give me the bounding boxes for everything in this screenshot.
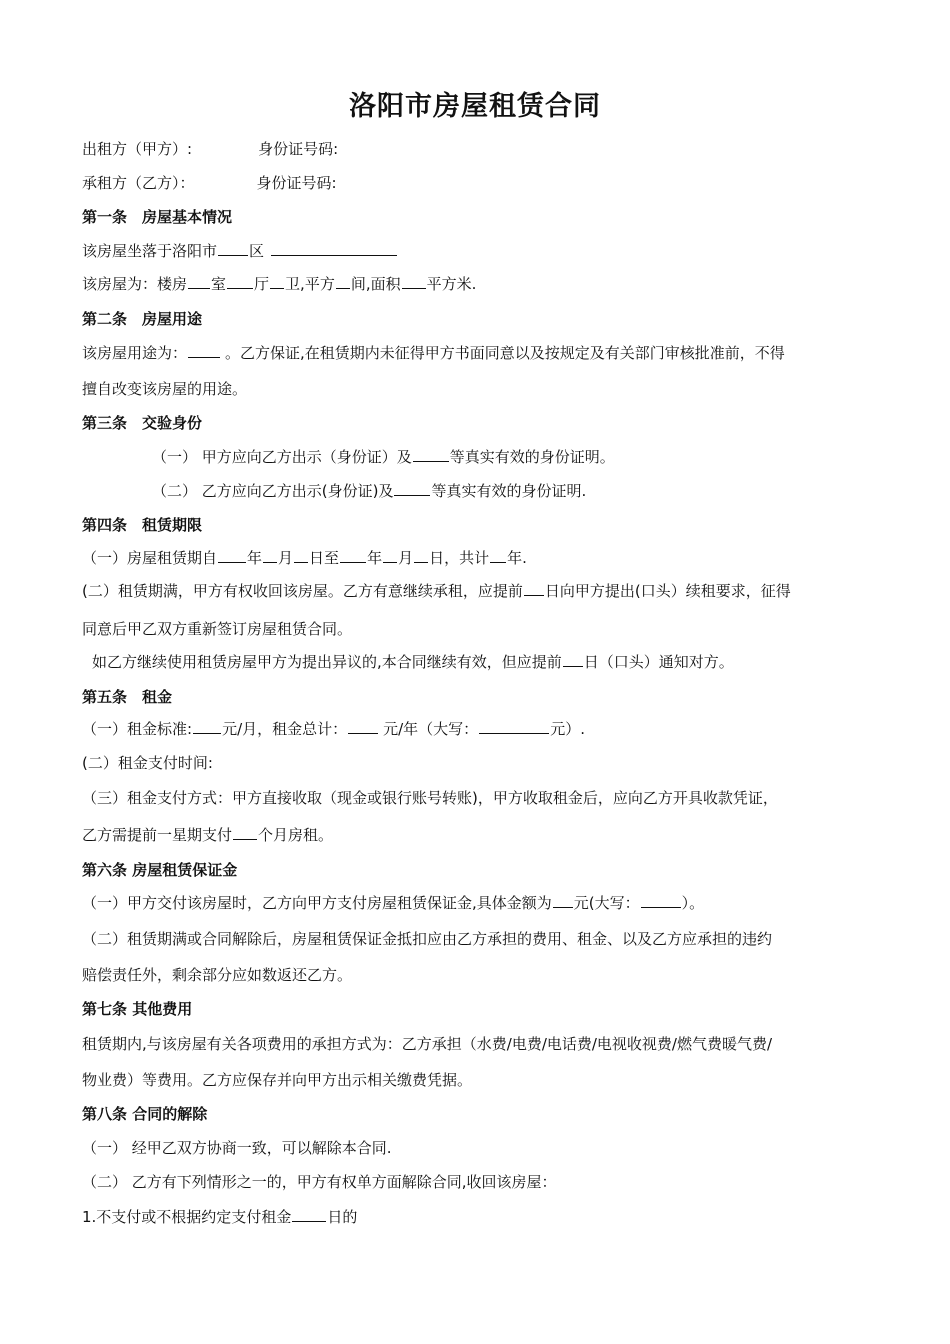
blank-field [218,547,246,563]
text: （一）租金标准: [82,720,193,738]
blank-field [188,342,220,358]
text: 日的 [327,1208,358,1226]
text: 月 [278,549,294,567]
blank-field [394,480,430,496]
article-6-deposit [82,892,880,914]
text: 乙方需提前一星期支付 [82,826,233,844]
article-8-item-2: （二） 乙方有下列情形之一的，甲方有权单方面解除合同,收回该房屋： [82,1173,557,1191]
text: 如乙方继续使用租赁房屋甲方为提出异议的,本合同继续有效，但应提前 [92,653,562,671]
article-1-heading: 第一条 房屋基本情况 [82,208,233,226]
lessee-id-label: 身份证号码: [256,174,337,192]
text: 年 [367,549,383,567]
article-2-use-cont: 擅自改变该房屋的用途。 [82,380,248,398]
blank-field [553,892,573,908]
article-8-item-3 [82,1206,880,1228]
article-1-spec [82,273,880,295]
text: 年. [507,549,527,567]
text: 卫,平方 [285,275,335,293]
blank-field [414,547,428,563]
text: 厅 [254,275,270,293]
article-1-location [82,240,880,262]
article-5-payment-time: (二）租金支付时间: [82,754,213,772]
blank-field [294,547,308,563]
text: 等真实有效的身份证明. [431,482,587,500]
article-7-fees-cont: 物业费）等费用。乙方应保存并向甲方出示相关缴费凭据。 [82,1071,473,1089]
article-7-heading: 第七条 其他费用 [82,1000,193,1018]
text: 该房屋用途为： [82,344,188,362]
blank-field [479,718,549,734]
blank-field [413,446,449,462]
article-2-heading: 第二条 房屋用途 [82,310,203,328]
article-8-item-1: （一） 经甲乙双方协商一致，可以解除本合同. [82,1139,392,1157]
text: 元/月，租金总计： [222,720,348,738]
text: 日向甲方提出(口头）续租要求，征得 [544,582,791,600]
text: 日至 [309,549,340,567]
text: 月 [398,549,414,567]
blank-field [270,273,284,289]
article-6-heading: 第六条 房屋租赁保证金 [82,861,238,879]
article-5-payment-method: （三）租金支付方式：甲方直接收取（现金或银行账号转账)，甲方收取租金后，应向乙方开具收款凭证， [82,789,778,807]
text: (二）租赁期满，甲方有权收回该房屋。乙方有意继续承租，应提前 [82,582,523,600]
text: 元(大写： [573,894,640,912]
text: 平方米. [426,275,477,293]
text: 日（口头）通知对方。 [583,653,734,671]
article-4-continue [92,651,880,673]
text: 该房屋为：楼房 [82,275,188,293]
blank-field [524,580,544,596]
article-5-advance [82,824,880,846]
article-5-heading: 第五条 租金 [82,688,173,706]
text: 等真实有效的身份证明。 [449,448,615,466]
article-3-heading: 第三条 交验身份 [82,414,203,432]
text: 元/年（大写： [383,720,479,738]
article-5-standard [82,718,880,740]
text: 年 [247,549,263,567]
article-8-heading: 第八条 合同的解除 [82,1105,208,1123]
text: 间,面积 [350,275,401,293]
article-4-renewal [82,580,880,602]
blank-field [292,1206,326,1222]
blank-field [233,824,257,840]
blank-field [383,547,397,563]
article-2-use [82,342,880,364]
blank-field [271,240,397,256]
text: ）。 [681,894,705,912]
text: 日，共计 [429,549,490,567]
text: 区 [249,242,265,260]
text: （一）房屋租赁期自 [82,549,218,567]
article-4-term [82,547,880,569]
blank-field [340,547,366,563]
blank-field [227,273,253,289]
lessor-line [82,138,880,160]
blank-field [348,718,378,734]
lessee-label: 承租方（乙方）： [82,174,195,192]
blank-field [193,718,221,734]
text: 。乙方保证,在租赁期内未征得甲方书面同意以及按规定及有关部门审核批准前，不得 [225,344,785,362]
text: （一）甲方交付该房屋时，乙方向甲方支付房屋租赁保证金,具体金额为 [82,894,552,912]
text: 室 [211,275,227,293]
blank-field [218,240,248,256]
text: （一） 甲方应向乙方出示（身份证）及 [152,448,412,466]
lessor-id-label: 身份证号码: [258,140,339,158]
blank-field [490,547,506,563]
article-4-heading: 第四条 租赁期限 [82,516,203,534]
blank-field [336,273,350,289]
article-6-refund-cont: 赔偿责任外，剩余部分应如数返还乙方。 [82,966,353,984]
lessee-line [82,172,880,194]
document-title: 洛阳市房屋租赁合同 [349,91,601,122]
text: 个月房租。 [258,826,334,844]
article-3-item-1 [152,446,880,468]
article-3-item-2 [152,480,880,502]
blank-field [563,651,583,667]
text: 元）. [550,720,585,738]
blank-field [263,547,277,563]
text: （二） 乙方应向乙方出示(身份证)及 [152,482,394,500]
text: 该房屋坐落于洛阳市 [82,242,218,260]
article-7-fees: 租赁期内,与该房屋有关各项费用的承担方式为：乙方承担（水费/电费/电话费/电视收视费/燃气费暖气费/ [82,1035,773,1053]
text: 1.不支付或不根据约定支付租金 [82,1208,292,1226]
article-6-refund: （二）租赁期满或合同解除后，房屋租赁保证金抵扣应由乙方承担的费用、租金、以及乙方应承担的违约 [82,930,773,948]
article-4-renewal-cont: 同意后甲乙双方重新签订房屋租赁合同。 [82,620,353,638]
lessor-label: 出租方（甲方）: [82,140,193,158]
blank-field [188,273,210,289]
blank-field [641,892,681,908]
blank-field [402,273,426,289]
